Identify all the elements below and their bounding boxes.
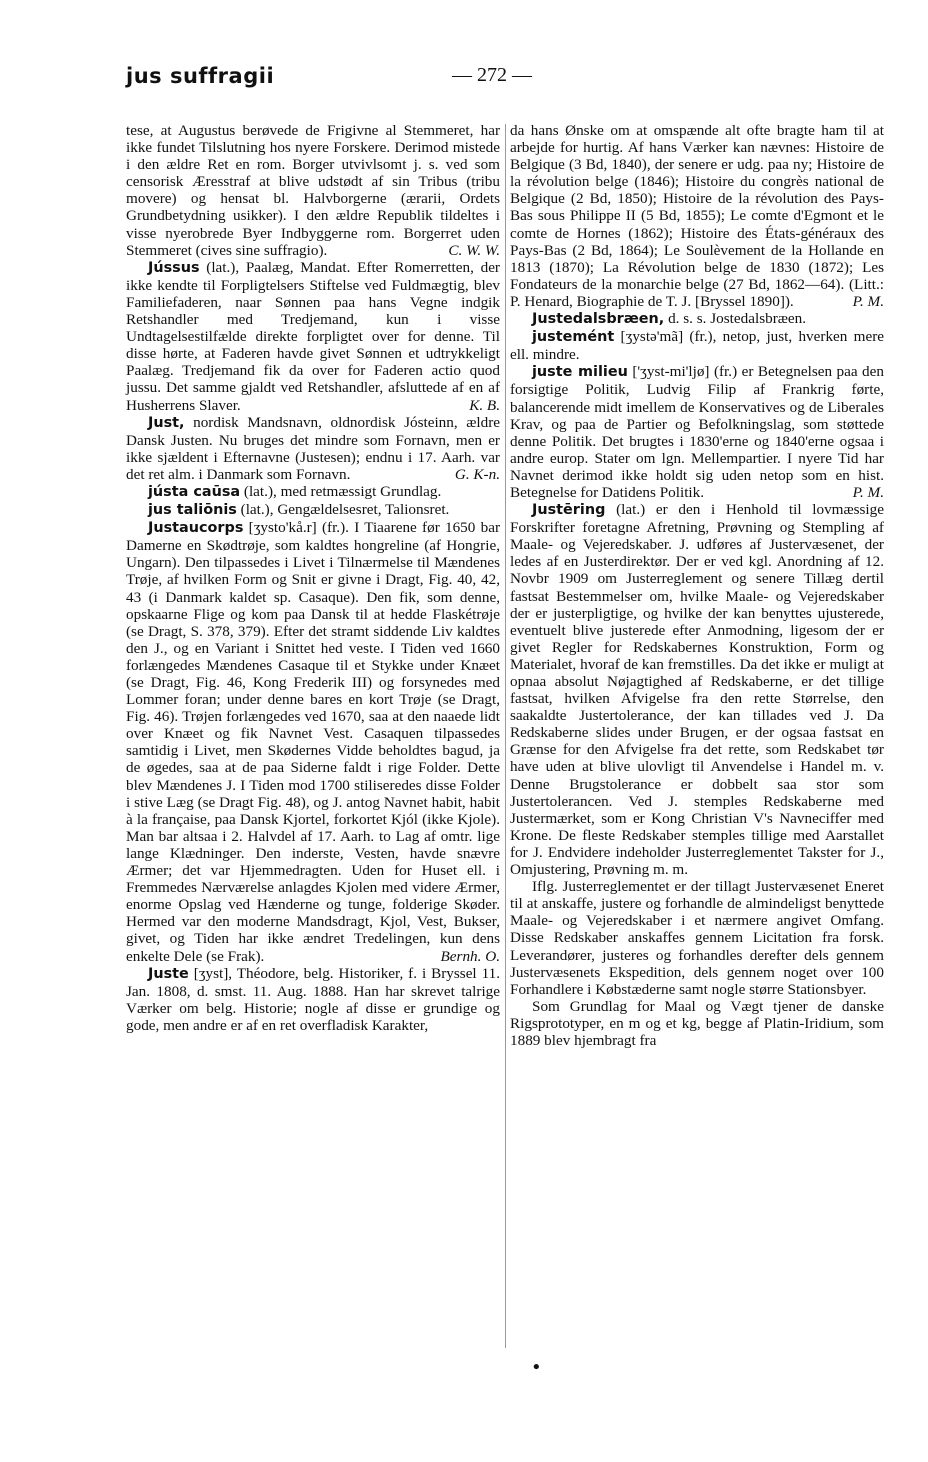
entry-justement: [510, 328, 884, 363]
headword: Juste: [148, 965, 189, 982]
headword: jus taliōnis: [148, 502, 237, 519]
running-head: jus suffragii: [126, 64, 275, 88]
author-signature: C. W. W.: [448, 241, 500, 259]
entry-juste: [126, 965, 500, 1034]
author-signature: G. K-n.: [454, 465, 500, 483]
author-signature: K. B.: [469, 396, 500, 414]
headword: Justēring: [532, 502, 606, 519]
headword: Just,: [148, 414, 185, 431]
left-column: [126, 122, 500, 1034]
entry-text: [ʒyst], Théodore, belg. Historiker, f. i Bryssel 11. Jan. 1808, d. smst. 11. Aug. 1888. Han har skrevet talrige Værker om belg. Historie; nogle af disse er grundige og gode, men andre er af en ret overfladisk Karakter,: [126, 964, 500, 1034]
entry-text: [ʒystə'mã] (fr.), netop, just, hverken mere ell. mindre.: [510, 328, 884, 364]
entry-justa-causa: [126, 483, 500, 501]
entry-text: Som Grundlag for Maal og Vægt tjener de danske Rigsprototyper, en m og et kg, begge af Platin-Iridium, som 1889 blev hjembragt fra: [510, 997, 884, 1049]
headword: Justaucorps: [148, 520, 244, 537]
entry-text: nordisk Mandsnavn, oldnordisk Jósteinn, ældre Dansk Justen. Nu bruges det mindre som Fornavn, men er ikke sjældent i Efternavne (Justesen); endnu i 17. Aarh. var det ret alm. i Danmark som Fornavn.: [126, 413, 500, 483]
entry-text: ['ʒyst-mi'ljø] (fr.) er Betegnelsen paa den forsigtige Politik, Ludvig Filip af Frankrig førte, balancerende midt imellem de Konservatives og de Liberales Krav, og paa de Partier og Befolkningslag, som støttede denne Politik. Det brugtes i 1830'erne og 1840'erne ogsaa i andre europ. Stater om lgn. Mellempartier. I nyere Tid har Navnet derimod ikke holdt sig uden netop som en hist. Betegnelse for Datidens Politik.: [510, 363, 884, 501]
entry-text: (lat.), Paalæg, Mandat. Efter Romerretten, der ikke kendte til Forpligtelsers Stiftelse ved Fuldmægtig, blev Familiefaderen, naar Sønnen paa hans Vegne indgik Retshandler med Tredjemand, kun i visse Undtagelsestilfælde direkte forpligtet over for denne. Til disse hørte, at Faderen havde givet Sønnen et udtrykkeligt Paalæg. Tredjemand fik da over for Faderen actio quod jussu. Det samme gjaldt ved Retshandler, afsluttede af en af Husherrens Slaver.: [126, 258, 500, 414]
column-divider: [505, 124, 506, 1348]
author-signature: P. M.: [852, 292, 884, 310]
entry-jussus: [126, 259, 500, 414]
page-number: — 272 —: [452, 64, 532, 86]
headword: Justedalsbræen,: [532, 311, 665, 328]
headword: juste milieu: [532, 364, 628, 381]
headword: justemént: [532, 329, 615, 346]
headword: jústa caūsa: [148, 483, 241, 500]
entry-text: Iflg. Justerreglementet er der tillagt Justervæsenet Eneret til at anskaffe, justere og forhandle de almindeligst benyttede Maale- og Vejeredskaber i et nærmere angivet Omfang. Disse Redskaber anskaffes gennem Licitation fra forsk. Leverandører, justeres og forhandles derefter dels gennem Justervæsenets Ekspedition, dels gennem noget over 100 Forhandlere i Købstæderne samt nogle større Stationsbyer.: [510, 878, 884, 998]
entry-justering: [510, 501, 884, 878]
right-column: [510, 122, 884, 1049]
entry-text: tese, at Augustus berøvede de Frigivne al Stemmeret, har ikke fundet Tilslutning hos nyere Forskere. Derimod mistede i den ældre Ret en rom. Borger utvivlsomt j. s. ved som censorisk Æresstraf at blive udstødt af sin Tribus (tribu movere) og hensat bl. Halvborgerne (ærarii, Ordets Grundbetydning usikker). I den ældre Republik tildeltes i visse nyerobrede Byer Indbyggerne rom. Borgerret uden Stemmeret (cives sine suffragio).: [126, 122, 500, 259]
entry-text: (lat.) er den i Henhold til lovmæssige Forskrifter foretagne Afretning, Prøvning og Stempling af Maale- og Vejeredskaber. J. udføres af Justervæsenet, der ledes af en Justerdirektør. Der er ved kgl. Anordning af 12. Novbr 1909 om Justerreglement og senere Tillæg dertil fastsat Bestemmelser om, hvilke Maale- og Vejeredskaber der er justerpligtige, og hvilke der kan benyttes ujusterede, eventuelt blive justerede efter Anmodning, ligesom der er givet Regler for Redskabernes Konstruktion, Form og Materialet, hvoraf de kan fremstilles. Da det ikke er muligt at opnaa absolut Nøjagtighed af Redskaberne, er det tillige fastsat, hvilken Afvigelse fra den rette Størrelse, den saakaldte Justertolerance, der kan tillades ved J. Da Redskaberne slides under Brugen, er der ogsaa fastsat en Grænse for den Afvigelse fra det rette, som Redskabet tør have uden at blive ulovligt til Anvendelse i Handel m. v. Denne Brugstolerance er dobbelt saa stor som Justertolerancen. Ved J. stemples Redskaberne med Justermærket, som er Kong Christian V's Navneciffer med Krone. De fleste Redskaber stemples tillige med Aarstallet for J. Endvidere indeholder Justerreglementet Takster for J., Omjustering, Prøvning m. m.: [510, 501, 884, 879]
entry-text: da hans Ønske om at omspænde alt ofte bragte ham til at arbejde for hurtig. Af hans Værker kan nævnes: Histoire de Belgique (3 Bd, 1840), der senere er udg. paa ny; Histoire de la révolution belge (1846); Histoire du congrès national de Belgique (2 Bd, 1850); Histoire de la révolution des Pays-Bas sous Philippe II (5 Bd, 1855); Le comte d'Egmont et le comte de Hornes (1862); Histoire des États-généraux des Pays-Bas (2 Bd, 1864); Le Soulèvement de la Hollande en 1813 (1870); La Révolution belge de 1830 (1872); Les Fondateurs de la monarchie belge (27 Bd, 1862—64). (Litt.: P. Henard, Biographie de T. J. [Bryssel 1890]).: [510, 122, 884, 310]
entry-text: d. s. s. Jostedalsbræen.: [664, 310, 807, 328]
entry-text: [ʒysto'kå.r] (fr.). I Tiaarene før 1650 bar Damerne en Skødtrøje, som kaldtes hongreline (af Hongrie, Ungarn). Den tilpassedes i Livet i Tilnærmelse til Mændenes Trøje, af hvilken Form og Snit er givne i Dragt, Fig. 40, 42, 43 (i Danmark kaldet sp. Casaque). Den fik, som denne, opskaarne Flige og kom paa Dansk til at hedde Flaskétrøje (se Dragt, S. 378, 379). Efter det stramt siddende Liv kaldtes den J., og en Variant i Snittet hed veste. I Tiden ved 1660 forlængedes Mændenes Casaque til et Stykke under Knæet (se Dragt, Fig. 46, Kong Frederik III) og forsynedes med Lommer foran; under denne bares en kort Trøje (se Dragt, Fig. 46). Trøjen forlængedes ved 1670, saa at den naaede lidt over Knæet og fik Navnet Vest. Casaquen tilpassedes samtidig i Livet, men Skødernes Vidde beholdtes bagud, ja de øgedes, saa at de paa Siderne faldt i rige Folder. Dette blev Mændenes J. I Tiden mod 1700 stiliseredes disse Folder i stive Læg (se Dragt Fig. 48), og J. antog Navnet habit, habit à la française, paa Dansk Kjortel, forkortet Kjól (ikke Kjole). Man bar altsaa i 2. Halvdel af 17. Aarh. to Lag af omtr. lige lange Klædninger. Den inderste, Vesten, havde snævre Ærmer; det var Hjemmedragten. Uden for Huset ell. i Fremmedes Nærværelse anlagdes Kjolen med videre Ærmer, enorme Opslag ved Hænderne og tunge, folderige Skøder. Hermed var den moderne Mandsdragt, Kjol, Vest, Bukser, givet, og Tiden har ikke ændret Tredelingen, kun dens enkelte Dele (se Frak).: [126, 519, 500, 965]
entry-paragraph: [510, 998, 884, 1049]
author-signature: P. M.: [852, 483, 884, 501]
entry-text: (lat.), med retmæssigt Grundlag.: [240, 482, 442, 500]
entry-jus-talionis: [126, 501, 500, 519]
author-signature: Bernh. O.: [440, 947, 500, 965]
entry-juste-milieu: [510, 363, 884, 501]
page-mark: •: [531, 1357, 542, 1378]
entry-paragraph: [510, 122, 884, 310]
entry-paragraph: [126, 122, 500, 259]
entry-justaucorps: [126, 519, 500, 964]
entry-text: (lat.), Gengældelsesret, Talionsret.: [236, 501, 450, 519]
headword: Jússus: [148, 259, 200, 276]
entry-paragraph: [510, 878, 884, 998]
entry-justedalsbraeen: [510, 310, 884, 328]
entry-just: [126, 414, 500, 483]
page-header: [126, 60, 900, 96]
